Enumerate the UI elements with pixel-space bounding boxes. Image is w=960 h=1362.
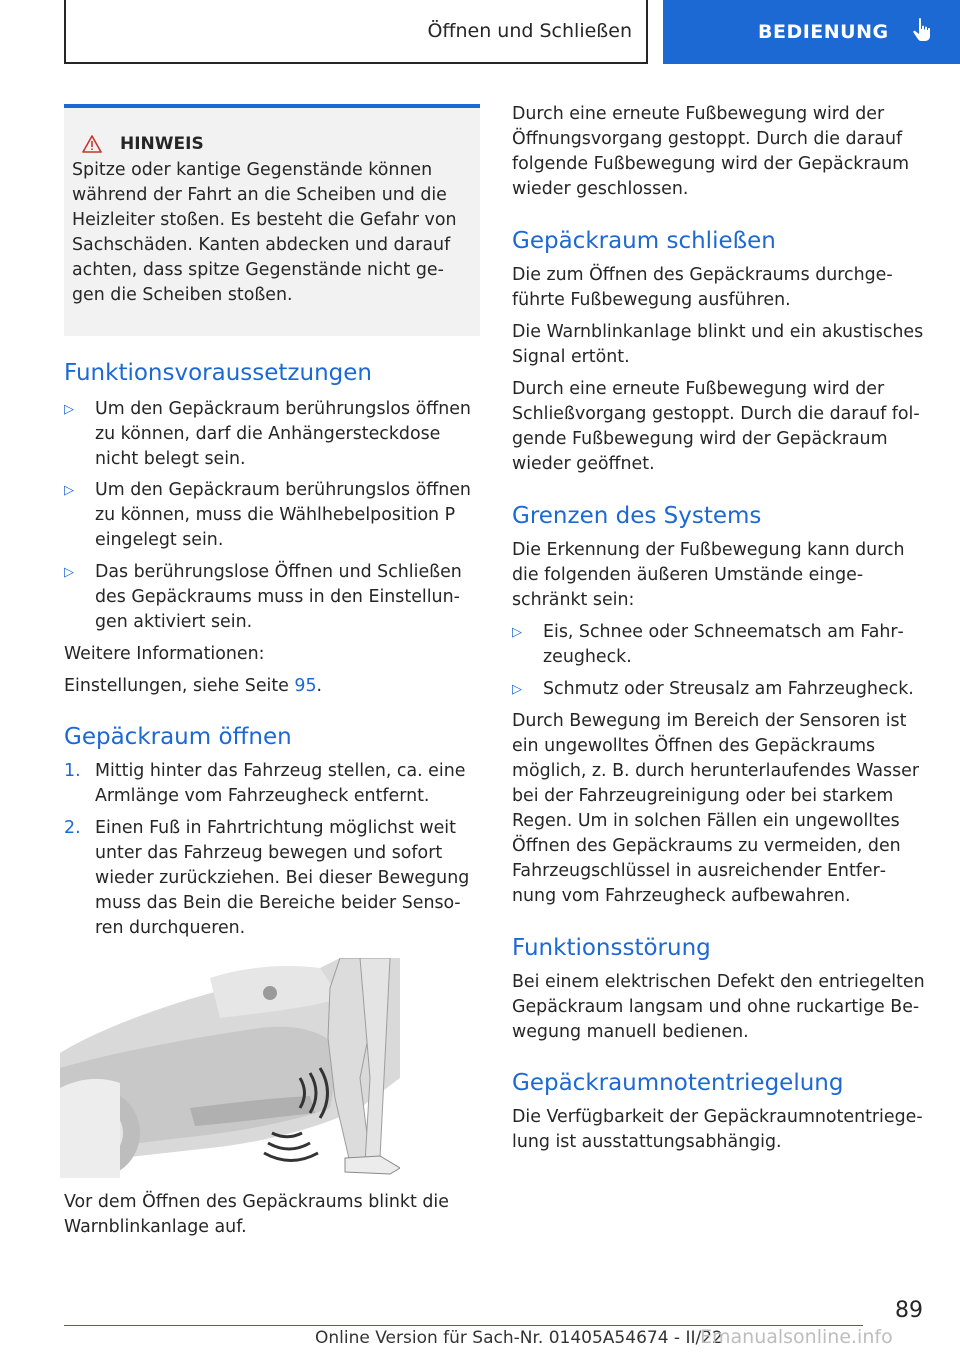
paragraph-line: nung vom Fahrzeugheck aufbewahren. — [512, 886, 851, 906]
list-item-line: Eis, Schnee oder Schneematsch am Fahr‐ — [543, 622, 904, 642]
paragraph-line: möglich, z. B. durch herunterlaufendes Wasser — [512, 761, 920, 781]
paragraph-line: Fahrzeugschlüssel in ausreichender Entfer‐ — [512, 861, 887, 881]
step-line: Einen Fuß in Fahrtrichtung möglichst weit — [95, 818, 456, 838]
header-section-box — [64, 0, 648, 64]
header-section-title: Öffnen und Schließen — [427, 20, 632, 42]
watermark: Emanualsonline.info — [700, 1326, 893, 1348]
paragraph-line: Bei einem elektrischen Defekt den entriegelten — [512, 972, 925, 992]
step-line: ren durchqueren. — [95, 918, 246, 938]
step-line: wieder zurückziehen. Bei dieser Bewegung — [95, 868, 470, 888]
notice-title-text: HINWEIS — [120, 134, 204, 154]
paragraph — [512, 320, 932, 370]
paragraph-line: Durch eine erneute Fußbewegung wird der — [512, 104, 885, 124]
settings-reference — [64, 674, 322, 699]
heading-gepaeckraum-oeffnen: Gepäckraum öffnen — [64, 724, 292, 750]
illustration-caption-line: Vor dem Öffnen des Gepäckraums blinkt die — [64, 1192, 449, 1212]
illustration-caption-line: Warnblinkanlage auf. — [64, 1217, 247, 1237]
paragraph-line: Öffnungsvorgang gestoppt. Durch die darauf — [512, 129, 903, 149]
bullet-triangle-icon: ▷ — [512, 625, 522, 640]
paragraph-line: wegung manuell bedienen. — [512, 1022, 749, 1042]
paragraph-line: Die zum Öffnen des Gepäckraums durchge‐ — [512, 265, 893, 285]
header-tab-bedienung[interactable] — [663, 0, 960, 64]
paragraph-line: Gepäckraum langsam und ohne ruckartige Be‐ — [512, 997, 920, 1017]
list-item-line: zu können, darf die Anhängersteckdose — [95, 424, 441, 444]
list-item-line: des Gepäckraums muss in den Einstellun‐ — [95, 587, 460, 607]
paragraph-line: schränkt sein: — [512, 590, 635, 610]
header-tab-label: BEDIENUNG — [758, 21, 889, 43]
notice-line: Sachschäden. Kanten abdecken und darauf — [72, 235, 451, 255]
list-item — [64, 397, 480, 472]
paragraph-line: wieder geöffnet. — [512, 454, 655, 474]
notice-line: Heizleiter stoßen. Es besteht die Gefahr von — [72, 210, 457, 230]
paragraph-line: Die Erkennung der Fußbewegung kann durch — [512, 540, 905, 560]
step-item — [64, 816, 480, 941]
heading-gepaeckraumnotentriegelung: Gepäckraumnotentriegelung — [512, 1070, 844, 1096]
step-line: Armlänge vom Fahrzeugheck entfernt. — [95, 786, 430, 806]
list-item-line: zu können, muss die Wählhebelposition P — [95, 505, 456, 525]
settings-reference-text: Einstellungen, siehe Seite — [64, 676, 295, 696]
notice-box — [64, 104, 480, 336]
paragraph-line: Durch Bewegung im Bereich der Sensoren ist — [512, 711, 907, 731]
list-item-line: Um den Gepäckraum berührungslos öffnen — [95, 399, 471, 419]
step-line: muss das Bein die Bereiche beider Senso‐ — [95, 893, 461, 913]
bullet-triangle-icon: ▷ — [512, 682, 522, 697]
paragraph-line: Durch eine erneute Fußbewegung wird der — [512, 379, 885, 399]
more-info-label: Weitere Informationen: — [64, 644, 265, 664]
bullet-triangle-icon: ▷ — [64, 402, 74, 417]
paragraph-line: Signal ertönt. — [512, 347, 630, 367]
intro-paragraph — [512, 102, 932, 202]
list-item-line: Schmutz oder Streusalz am Fahrzeugheck. — [543, 679, 914, 699]
step-item — [64, 759, 480, 809]
paragraph — [512, 263, 932, 313]
notice-title — [72, 134, 472, 154]
settings-reference-end: . — [316, 676, 323, 696]
settings-page-link[interactable]: 95 — [294, 676, 317, 696]
list-item-line: eingelegt sein. — [95, 530, 224, 550]
paragraph-line: Regen. Um in solchen Fällen ein ungewolltes — [512, 811, 900, 831]
paragraph-line: Die Verfügbarkeit der Gepäckraumnotentriege‐ — [512, 1107, 923, 1127]
paragraph-line: folgende Fußbewegung wird der Gepäckraum — [512, 154, 910, 174]
step-line: Mittig hinter das Fahrzeug stellen, ca. eine — [95, 761, 466, 781]
paragraph-line: Schließvorgang gestoppt. Durch die darauf fol‐ — [512, 404, 920, 424]
paragraph-line: wieder geschlossen. — [512, 179, 689, 199]
paragraph-line: bei der Fahrzeugreinigung oder bei starkem — [512, 786, 894, 806]
warning-triangle-icon — [82, 135, 102, 153]
notice-line: gen die Scheiben stoßen. — [72, 285, 293, 305]
list-item-line: zeugheck. — [543, 647, 632, 667]
list-item-line: gen aktiviert sein. — [95, 612, 253, 632]
notice-line: während der Fahrt an die Scheiben und die — [72, 185, 447, 205]
paragraph-line: führte Fußbewegung ausführen. — [512, 290, 791, 310]
page-number: 89 — [895, 1298, 923, 1323]
bullet-triangle-icon: ▷ — [64, 483, 74, 498]
list-item — [64, 560, 480, 635]
paragraph — [512, 709, 932, 909]
list-item — [64, 478, 480, 553]
step-line: unter das Fahrzeug bewegen und sofort — [95, 843, 443, 863]
notice-line: achten, dass spitze Gegenstände nicht ge‐ — [72, 260, 444, 280]
paragraph — [512, 377, 932, 477]
hand-pointer-icon — [911, 17, 933, 48]
paragraph-line: die folgenden äußeren Umstände einge‐ — [512, 565, 864, 585]
heading-funktionsvoraussetzungen: Funktionsvoraussetzungen — [64, 360, 372, 386]
list-item-line: Um den Gepäckraum berührungslos öffnen — [95, 480, 471, 500]
paragraph — [512, 970, 932, 1045]
footer-version: Online Version für Sach-Nr. 01405A54674 - II/22 — [315, 1328, 723, 1348]
heading-funktionsstoerung: Funktionsstörung — [512, 935, 711, 961]
paragraph-line: lung ist ausstattungsabhängig. — [512, 1132, 782, 1152]
kick-sensor-illustration — [60, 958, 400, 1178]
step-number: 2. — [64, 818, 81, 838]
heading-grenzen-des-systems: Grenzen des Systems — [512, 503, 762, 529]
paragraph-line: ein ungewolltes Öffnen des Gepäckraums — [512, 736, 876, 756]
list-item-line: nicht belegt sein. — [95, 449, 246, 469]
list-item-line: Das berührungslose Öffnen und Schließen — [95, 562, 462, 582]
paragraph-line: Die Warnblinkanlage blinkt und ein akustisches — [512, 322, 924, 342]
notice-line: Spitze oder kantige Gegenstände können — [72, 160, 433, 180]
paragraph — [512, 538, 932, 613]
paragraph — [512, 1105, 932, 1155]
step-number: 1. — [64, 761, 81, 781]
list-item — [512, 620, 932, 670]
paragraph-line: Öffnen des Gepäckraums zu vermeiden, den — [512, 836, 901, 856]
list-item — [512, 677, 932, 702]
paragraph-line: gende Fußbewegung wird der Gepäckraum — [512, 429, 888, 449]
bullet-triangle-icon: ▷ — [64, 565, 74, 580]
heading-gepaeckraum-schliessen: Gepäckraum schließen — [512, 228, 776, 254]
